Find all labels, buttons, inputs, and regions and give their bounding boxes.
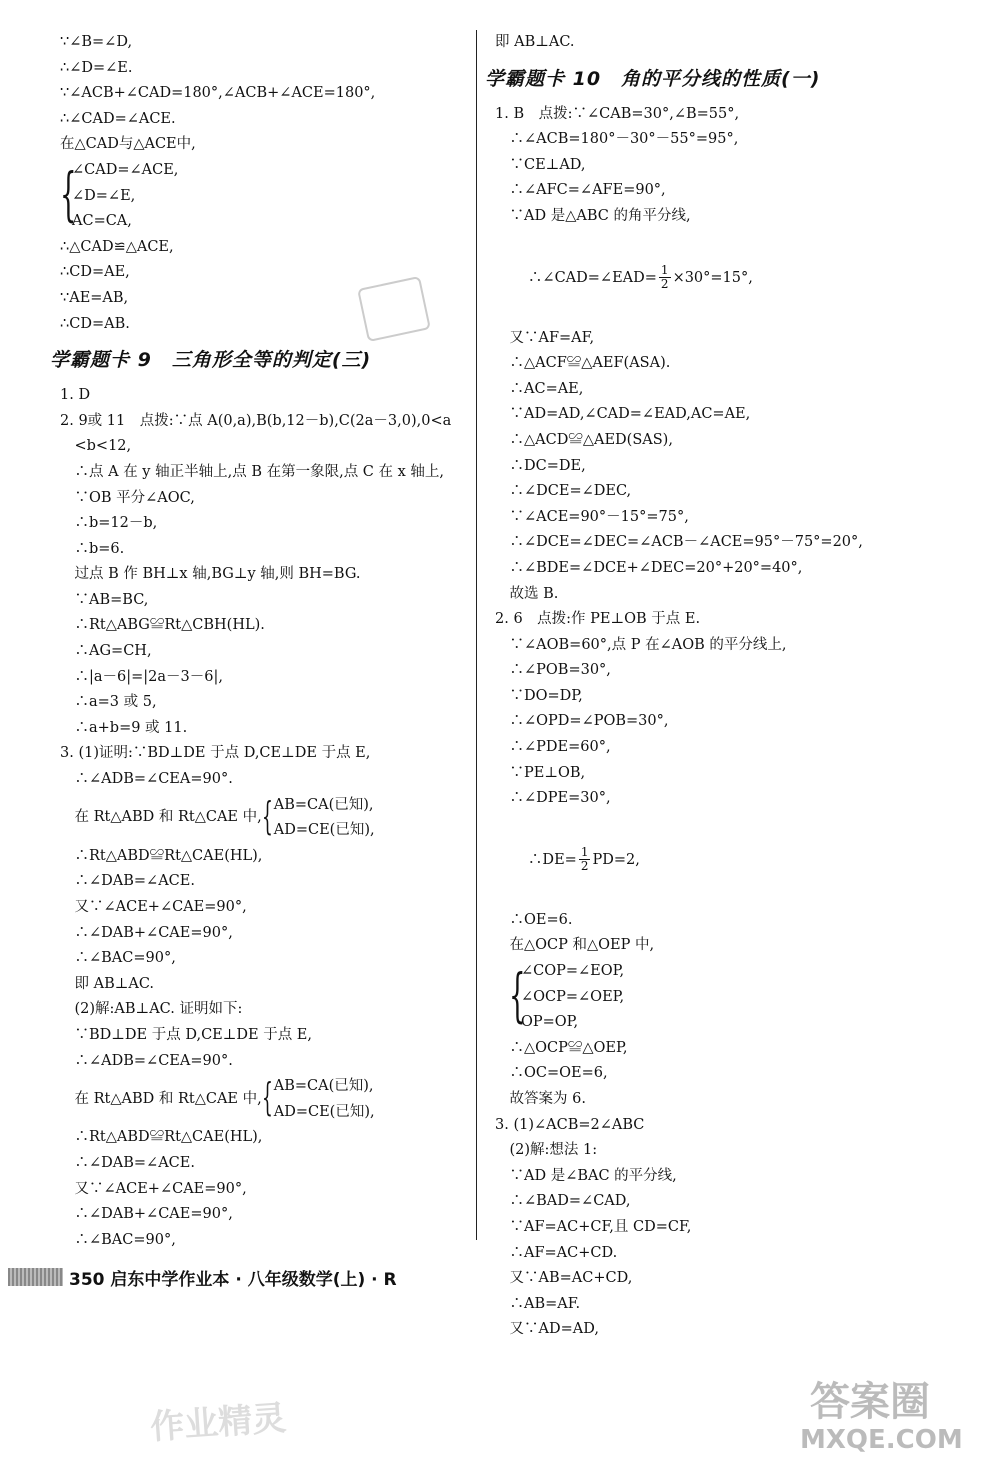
column-divider	[476, 30, 477, 1240]
condition-prefix: 在 Rt△ABD 和 Rt△CAE 中,	[60, 809, 262, 826]
text-line: OP=OP,	[521, 1014, 579, 1031]
brace-symbol: {	[261, 1075, 273, 1120]
text-line: ∴∠OPD=∠POB=30°,	[495, 713, 669, 730]
text-line: <b<12,	[60, 438, 132, 455]
text-line: 即 AB⊥AC.	[60, 975, 155, 992]
text-line: ∴∠BAD=∠CAD,	[495, 1193, 631, 1210]
text-line: ∴b=12－b,	[60, 515, 158, 532]
text-line: ∴△ACF≌△AEF(ASA).	[495, 355, 671, 372]
watermark-url: MXQE.COM	[800, 1425, 963, 1455]
system-of-equations	[495, 959, 965, 1036]
text-line: ∴OC=OE=6,	[495, 1065, 608, 1082]
text-line: ∴∠BDE=∠DCE+∠DEC=20°+20°=40°,	[495, 559, 803, 576]
text-line: ∵CE⊥AD,	[495, 156, 586, 173]
text-line: 过点 B 作 BH⊥x 轴,BG⊥y 轴,则 BH=BG.	[60, 566, 361, 583]
text-line: 2. 6 点拨:作 PE⊥OB 于点 E.	[495, 611, 701, 628]
condition-line: AD=CE(已知),	[273, 822, 375, 839]
text-line: 又∵AF=AF,	[495, 329, 595, 346]
text-line: ∵∠ACE=90°－15°=75°,	[495, 508, 689, 525]
text-line: ∴∠POB=30°,	[495, 662, 611, 679]
text-line: ∴b=6.	[60, 540, 125, 557]
text-line: 2. 9或 11 点拨:∵点 A(0,a),B(b,12－b),C(2a－3,0),0<a	[60, 412, 452, 429]
footer-text: 350 启东中学作业本 · 八年级数学(上) · R	[69, 1269, 397, 1290]
text-line: 3. (1)证明:∵BD⊥DE 于点 D,CE⊥DE 于点 E,	[60, 745, 371, 762]
text-line: ∴AG=CH,	[60, 643, 152, 660]
text-line: ∴DC=DE,	[495, 457, 586, 474]
text-line: ∴∠AFC=∠AFE=90°,	[495, 182, 666, 199]
text-line: ∵BD⊥DE 于点 D,CE⊥DE 于点 E,	[60, 1026, 313, 1043]
footer-bar	[8, 1268, 63, 1286]
text-line: ∴∠ACB=180°－30°－55°=95°,	[495, 131, 739, 148]
text-line: ∵PE⊥OB,	[495, 764, 586, 781]
text-line: ∴∠DCE=∠DEC=∠ACB－∠ACE=95°－75°=20°,	[495, 534, 863, 551]
system-of-equations	[60, 158, 465, 235]
fraction: $\frac{1}{2}$	[580, 845, 589, 874]
watermark-logo: 答案圈	[810, 1379, 930, 1425]
fraction: $\frac{1}{2}$	[660, 263, 669, 292]
text-line: ∵OB 平分∠AOC,	[60, 489, 195, 506]
text-line: ∴OE=6.	[495, 911, 573, 928]
text-line: ∴∠BAC=90°,	[60, 1231, 176, 1248]
text-line: ∴Rt△ABD≌Rt△CAE(HL),	[60, 1129, 263, 1146]
watermark: 作业精灵	[149, 1398, 288, 1448]
text-line: ∵AB=BC,	[60, 591, 149, 608]
text-line: 即 AB⊥AC.	[495, 34, 575, 50]
text-line: ∴∠DCE=∠DEC,	[495, 483, 632, 500]
text-line: ∴△ACD≌△AED(SAS),	[495, 431, 673, 448]
text-line: ∴∠ADB=∠CEA=90°.	[60, 771, 233, 788]
text-line: ∴|a－6|=|2a－3－6|,	[60, 668, 223, 685]
text-line: ∴∠BAC=90°,	[60, 950, 176, 967]
text-line: ∵DO=DP,	[495, 687, 583, 704]
fraction-line: ∴∠CAD=∠EAD= $\frac{1}{2}$ ×30°=15°,	[513, 263, 753, 292]
text-line: ∴∠ADB=∠CEA=90°.	[60, 1052, 233, 1069]
text-line: 又∵∠ACE+∠CAE=90°,	[60, 1180, 247, 1197]
condition-line: AB=CA(已知),	[273, 1078, 374, 1095]
text-line: ∵AF=AC+CF,且 CD=CF,	[495, 1218, 692, 1235]
text-line: AC=CA,	[72, 213, 132, 230]
text-line: (2)解:想法 1:	[495, 1142, 598, 1159]
text-line: ∴∠D=∠E.	[60, 59, 133, 76]
condition-line: AB=CA(已知),	[273, 796, 374, 813]
text-line: ∴∠DPE=30°,	[495, 790, 611, 807]
text-line: 在△CAD与△ACE中,	[60, 136, 196, 153]
page-footer	[8, 1262, 397, 1292]
text-line: ∵AD 是∠BAC 的平分线,	[495, 1167, 677, 1184]
fraction-line: ∴DE= $\frac{1}{2}$ PD=2,	[513, 845, 640, 874]
section-header-9: 学霸题卡 9 三角形全等的判定(三)	[50, 349, 372, 372]
text-line: ∴△OCP≌△OEP,	[495, 1039, 628, 1056]
right-column	[485, 30, 965, 1343]
text-line: ∴∠DAB+∠CAE=90°,	[60, 1206, 233, 1223]
rt-triangle-condition	[60, 793, 465, 844]
text-line: ∠COP=∠EOP,	[521, 963, 625, 980]
text-line: 1. D	[60, 387, 91, 404]
text-line: ∠OCP=∠OEP,	[521, 988, 625, 1005]
text-line: ∵∠AOB=60°,点 P 在∠AOB 的平分线上,	[495, 636, 787, 653]
text-line: ∴∠CAD=∠ACE.	[60, 110, 176, 127]
text-line: 故答案为 6.	[495, 1091, 586, 1107]
text-line: ∴∠DAB=∠ACE.	[60, 873, 195, 890]
text-line: (2)解:AB⊥AC. 证明如下:	[60, 1001, 243, 1018]
text-line: ∴a+b=9 或 11.	[60, 719, 188, 736]
text-line: 故选 B.	[495, 585, 559, 602]
text-line: 在△OCP 和△OEP 中,	[495, 937, 655, 954]
condition-prefix: 在 Rt△ABD 和 Rt△CAE 中,	[60, 1090, 262, 1107]
text-line: ∴AB=AF.	[495, 1295, 581, 1312]
text-line: ∴∠DAB=∠ACE.	[60, 1154, 195, 1171]
text-line: ∵AE=AB,	[60, 289, 129, 306]
text-line: ∴Rt△ABG≌Rt△CBH(HL).	[60, 617, 265, 634]
text-line: 又∵AD=AD,	[495, 1321, 599, 1338]
text-line: ∠CAD=∠ACE,	[72, 161, 179, 178]
text-line: ∴AC=AE,	[495, 380, 584, 397]
text-line: 又∵∠ACE+∠CAE=90°,	[60, 899, 247, 915]
text-line: 1. B 点拨:∵∠CAB=30°,∠B=55°,	[495, 105, 740, 122]
text-line: 3. (1)∠ACB=2∠ABC	[495, 1116, 645, 1133]
brace-symbol: {	[509, 961, 526, 1030]
brace-symbol: {	[261, 793, 273, 838]
text-line: ∴点 A 在 y 轴正半轴上,点 B 在第一象限,点 C 在 x 轴上,	[60, 463, 445, 480]
text-line: ∵AD=AD,∠CAD=∠EAD,AC=AE,	[495, 406, 751, 423]
text-line: ∴△CAD≌△ACE,	[60, 238, 174, 255]
text-line: ∠D=∠E,	[72, 187, 136, 204]
text-line: ∴∠DAB+∠CAE=90°,	[60, 924, 233, 941]
section-header-10: 学霸题卡 10 角的平分线的性质(一)	[485, 67, 821, 90]
text-line: ∴∠PDE=60°,	[495, 739, 611, 756]
rt-triangle-condition	[60, 1074, 465, 1125]
text-line: ∴CD=AE,	[60, 264, 130, 281]
text-line: ∴Rt△ABD≌Rt△CAE(HL),	[60, 847, 263, 864]
text-line: 又∵AB=AC+CD,	[495, 1270, 633, 1287]
left-column	[50, 30, 465, 1253]
condition-line: AD=CE(已知),	[273, 1103, 375, 1120]
text-line: ∴AF=AC+CD.	[495, 1244, 618, 1261]
text-line: ∴a=3 或 5,	[60, 694, 157, 711]
text-line: ∴CD=AB.	[60, 315, 130, 332]
brace-symbol: {	[60, 159, 77, 228]
text-line: ∵∠B=∠D,	[60, 34, 133, 50]
text-line: ∵AD 是△ABC 的角平分线,	[495, 207, 691, 224]
text-line: ∵∠ACB+∠CAD=180°,∠ACB+∠ACE=180°,	[60, 85, 376, 102]
